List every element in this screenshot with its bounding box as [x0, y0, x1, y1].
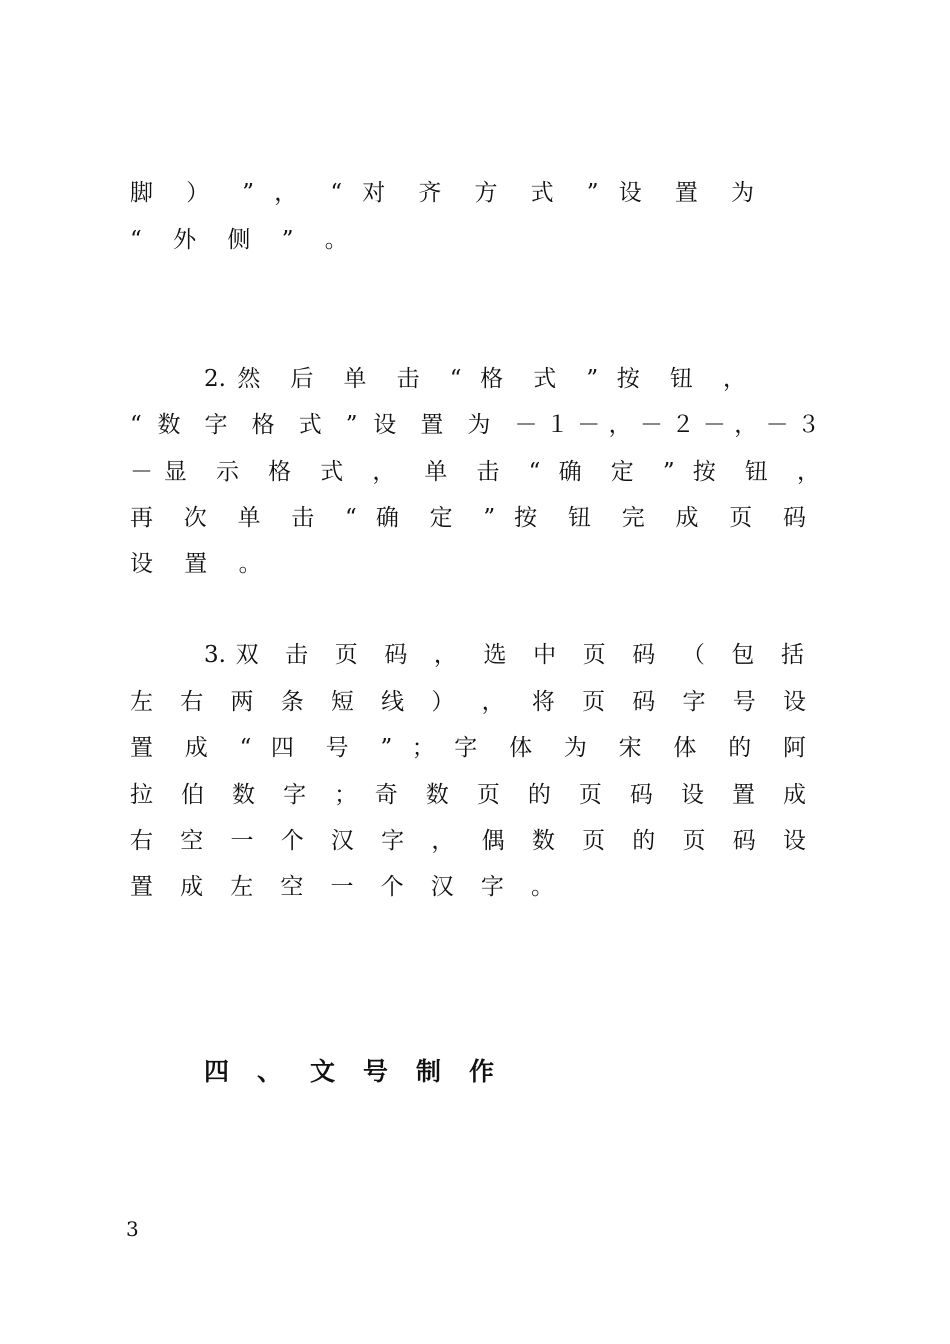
paragraph-3-line-4: 拉 伯 数 字 ； 奇 数 页 的 页 码 设 置 成 — [130, 782, 806, 808]
page-number: 3 — [126, 1217, 139, 1241]
paragraph-3-line-2: 左 右 两 条 短 线 ） ， 将 页 码 字 号 设 — [130, 689, 806, 715]
paragraph-3-line-3: 置 成 “ 四 号 ” ； 字 体 为 宋 体 的 阿 — [130, 735, 806, 761]
paragraph-2-line-2: “ 数 字 格 式 ” 设 置 为 －１－，－２－，－３ — [130, 412, 820, 438]
paragraph-3-line-6: 置 成 左 空 一 个 汉 字 。 — [130, 874, 554, 900]
paragraph-3-line-1: 3.双 击 页 码 ， 选 中 页 码 （ 包 括 — [204, 642, 804, 668]
section-heading: 四 、 文 号 制 作 — [204, 1057, 494, 1086]
paragraph-2-line-3: －显 示 格 式 ， 单 击 “ 确 定 ” 按 钮 ， — [130, 459, 820, 485]
paragraph-2-line-1: 2.然 后 单 击 “ 格 式 ” 按 钮 ， — [204, 366, 746, 392]
paragraph-1-line-1: 脚 ） ” ， “ 对 齐 方 式 ” 设 置 为 — [130, 180, 754, 206]
paragraph-2-line-4: 再 次 单 击 “ 确 定 ” 按 钮 完 成 页 码 — [130, 505, 806, 531]
paragraph-3-line-5: 右 空 一 个 汉 字 ， 偶 数 页 的 页 码 设 — [130, 828, 806, 854]
paragraph-2-line-5: 设 置 。 — [130, 551, 274, 577]
paragraph-1-line-2: “ 外 侧 ” 。 — [130, 227, 360, 253]
